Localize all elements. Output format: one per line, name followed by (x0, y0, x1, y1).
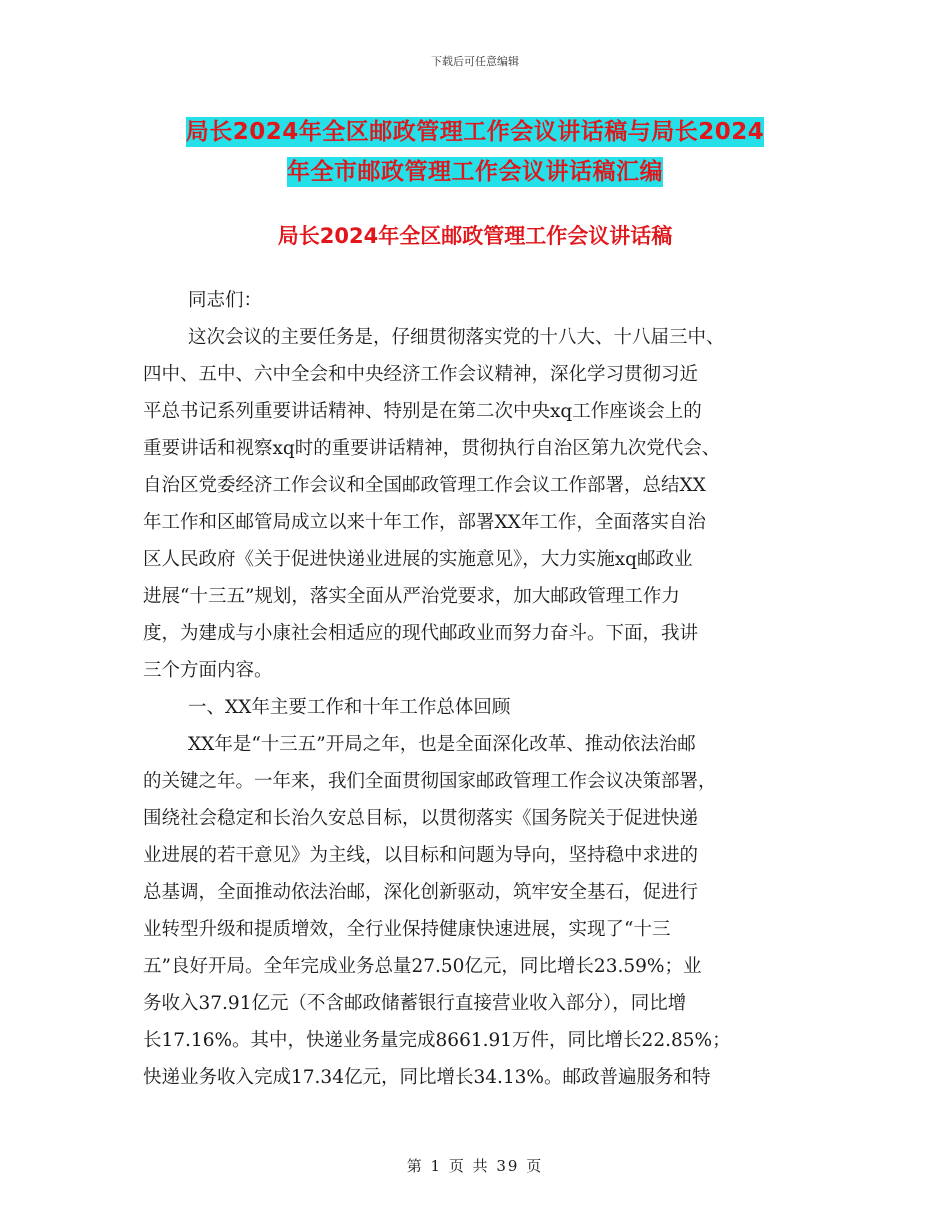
body-line: 围绕社会稳定和长治久安总目标，以贯彻落实《国务院关于促进快递 (143, 808, 699, 829)
page-number: 第 1 页 共 39 页 (406, 1157, 544, 1175)
body-line: 年工作和区邮管局成立以来十年工作，部署XX年工作，全面落实自治 (143, 512, 706, 533)
body-line: 区人民政府《关于促进快递业进展的实施意见》，大力实施xq邮政业 (143, 549, 693, 570)
body-line: 总基调，全面推动依法治邮，深化创新驱动，筑牢安全基石，促进行 (143, 882, 699, 903)
body-line: 一、XX年主要工作和十年工作总体回顾 (188, 697, 511, 718)
title-line-2: 年全市邮政管理工作会议讲话稿汇编 (287, 159, 663, 185)
body-line: 进展“十三五”规划，落实全面从严治党要求，加大邮政管理工作力 (143, 586, 680, 607)
body-line: 快递业务收入完成17.34亿元，同比增长34.13%。邮政普遍服务和特 (143, 1067, 711, 1088)
section-title: 局长2024年全区邮政管理工作会议讲话稿 (277, 224, 673, 248)
body-line: 重要讲话和视察xq时的重要讲话精神，贯彻执行自治区第九次党代会、 (143, 438, 721, 459)
body-line: 度，为建成与小康社会相适应的现代邮政业而努力奋斗。下面，我讲 (143, 623, 699, 644)
title-line-1: 局长2024年全区邮政管理工作会议讲话稿与局长2024 (185, 119, 765, 145)
body-line: 业进展的若干意见》为主线，以目标和问题为导向，坚持稳中求进的 (143, 845, 699, 866)
body-line: 这次会议的主要任务是，仔细贯彻落实党的十八大、十八届三中、 (188, 327, 725, 348)
body-line: 自治区党委经济工作会议和全国邮政管理工作会议工作部署，总结XX (143, 475, 706, 496)
body-line: 的关键之年。一年来，我们全面贯彻国家邮政管理工作会议决策部署， (143, 771, 717, 792)
body-line: 四中、五中、六中全会和中央经济工作会议精神，深化学习贯彻习近 (143, 364, 699, 385)
body-line: 平总书记系列重要讲话精神、特别是在第二次中央xq工作座谈会上的 (143, 401, 702, 422)
body-line: 业转型升级和提质增效，全行业保持健康快速进展，实现了“十三 (143, 919, 671, 940)
document-title (0, 112, 950, 192)
header-note: 下载后可任意编辑 (431, 55, 519, 68)
body-line: 三个方面内容。 (143, 660, 273, 681)
body-line: 同志们： (188, 290, 263, 311)
body-line: 务收入37.91亿元（不含邮政储蓄银行直接营业收入部分），同比增 (143, 993, 687, 1014)
body-line: XX年是“十三五”开局之年，也是全面深化改革、推动依法治邮 (188, 734, 696, 755)
body-line: 长17.16%。其中，快递业务量完成8661.91万件，同比增长22.85%； (143, 1030, 731, 1051)
body-text (143, 282, 803, 1096)
body-line: 五”良好开局。全年完成业务总量27.50亿元，同比增长23.59%；业 (143, 956, 702, 977)
